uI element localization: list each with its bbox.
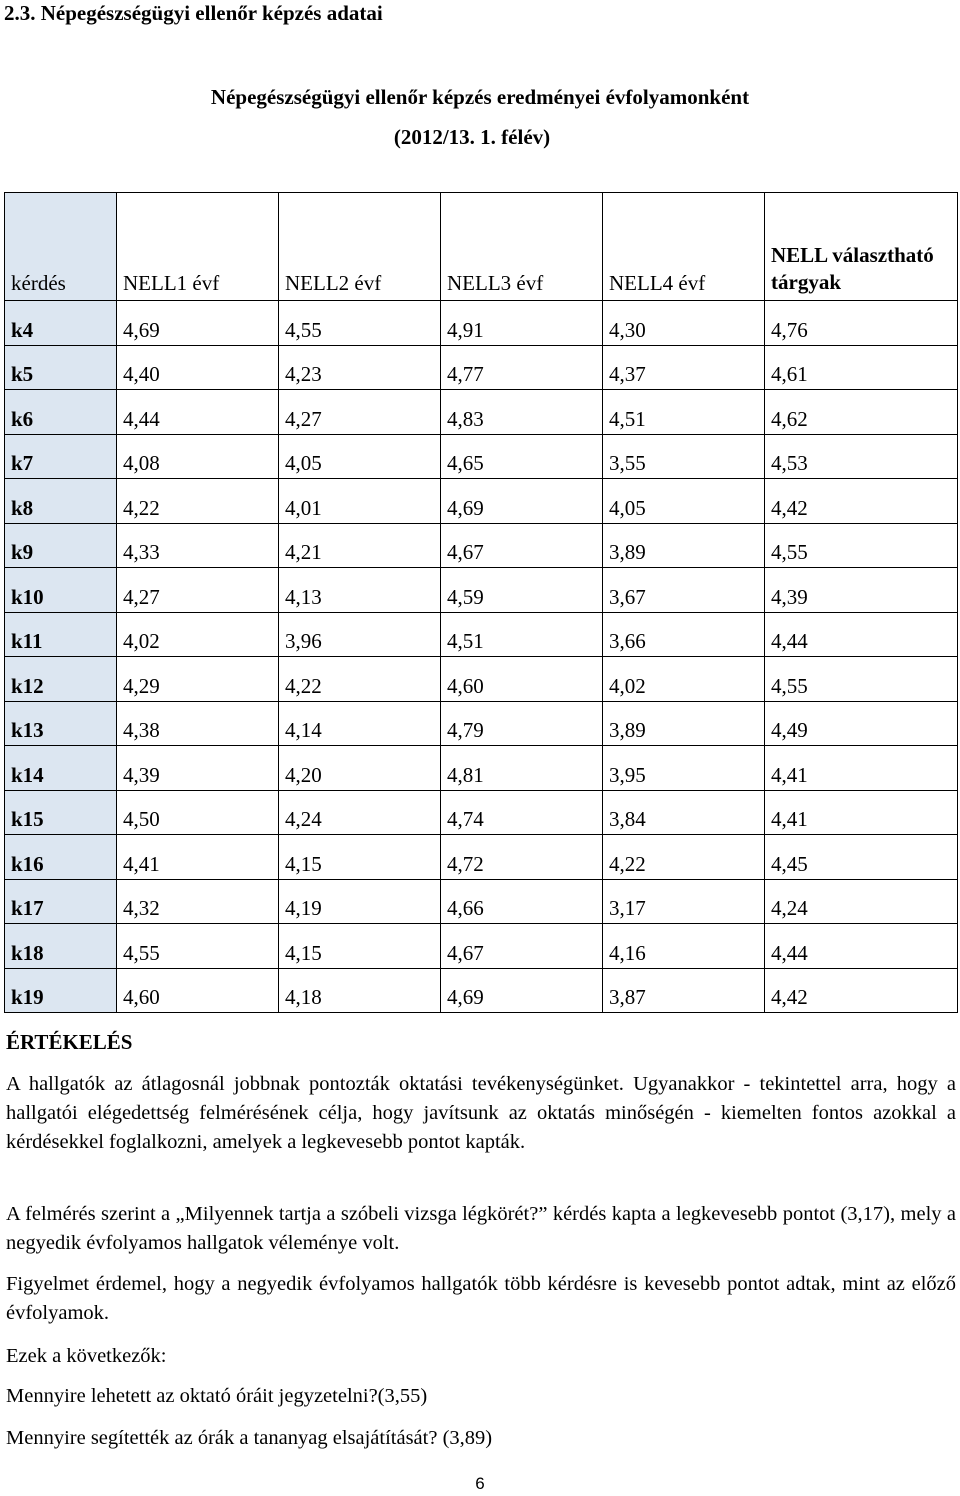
table-header-row (5, 193, 958, 301)
score-cell: 4,38 (117, 701, 279, 746)
header-cell: NELL választható tárgyak (765, 193, 958, 301)
score-cell: 4,15 (279, 924, 441, 969)
score-cell: 4,13 (279, 568, 441, 613)
score-cell: 4,18 (279, 968, 441, 1013)
table-row (5, 701, 958, 746)
score-cell: 4,01 (279, 479, 441, 524)
results-table (4, 192, 958, 1013)
score-cell: 4,67 (441, 523, 603, 568)
score-cell: 4,81 (441, 746, 603, 791)
question-cell: k17 (5, 879, 117, 924)
score-cell: 4,69 (441, 968, 603, 1013)
score-cell: 4,65 (441, 434, 603, 479)
table-row (5, 301, 958, 346)
evaluation-paragraph: A hallgatók az átlagosnál jobbnak pontozták oktatási tevékenységünket. Ugyanakkor - tekintettel arra, hogy a hallgatói elégedettség felmérésének célja, hogy javítsunk az oktatás minőségén - kiemelten fontos azokkal a kérdésekkel foglalkozni, amelyek a legkevesebb pontot kapták. (6, 1073, 956, 1153)
table-row (5, 479, 958, 524)
score-cell: 4,59 (441, 568, 603, 613)
table-row (5, 523, 958, 568)
score-cell: 4,62 (765, 390, 958, 435)
score-cell: 4,49 (765, 701, 958, 746)
table-row (5, 924, 958, 969)
table-row (5, 879, 958, 924)
score-cell: 4,44 (765, 924, 958, 969)
score-cell: 3,66 (603, 612, 765, 657)
question-cell: k14 (5, 746, 117, 791)
score-cell: 4,22 (117, 479, 279, 524)
evaluation-heading: ÉRTÉKELÉS (6, 1030, 133, 1054)
table-row (5, 568, 958, 613)
question-cell: k5 (5, 345, 117, 390)
score-cell: 4,69 (117, 301, 279, 346)
score-cell: 4,41 (765, 746, 958, 791)
score-cell: 4,05 (603, 479, 765, 524)
score-cell: 4,41 (117, 835, 279, 880)
question-cell: k8 (5, 479, 117, 524)
score-cell: 4,08 (117, 434, 279, 479)
score-cell: 4,67 (441, 924, 603, 969)
score-cell: 4,77 (441, 345, 603, 390)
score-cell: 4,39 (117, 746, 279, 791)
score-cell: 4,72 (441, 835, 603, 880)
table-row (5, 657, 958, 702)
score-cell: 4,37 (603, 345, 765, 390)
score-cell: 4,33 (117, 523, 279, 568)
table-subtitle: (2012/13. 1. félév) (393, 125, 551, 149)
score-cell: 4,27 (279, 390, 441, 435)
score-cell: 4,44 (765, 612, 958, 657)
score-cell: 4,22 (603, 835, 765, 880)
score-cell: 4,19 (279, 879, 441, 924)
table-row (5, 790, 958, 835)
score-cell: 4,74 (441, 790, 603, 835)
header-cell: NELL2 évf (279, 193, 441, 301)
score-cell: 4,27 (117, 568, 279, 613)
score-cell: 4,05 (279, 434, 441, 479)
question-cell: k9 (5, 523, 117, 568)
score-cell: 4,91 (441, 301, 603, 346)
header-cell: NELL1 évf (117, 193, 279, 301)
score-cell: 4,51 (603, 390, 765, 435)
score-cell: 3,87 (603, 968, 765, 1013)
score-cell: 4,60 (117, 968, 279, 1013)
score-cell: 4,66 (441, 879, 603, 924)
score-cell: 4,53 (765, 434, 958, 479)
score-cell: 4,55 (117, 924, 279, 969)
evaluation-paragraph: A felmérés szerint a „Milyennek tartja a szóbeli vizsga légkörét?” kérdés kapta a legkevesebb pontot (3,17), mely a negyedik évfolyamos hallgatok véleménye volt. (6, 1203, 956, 1254)
table-row (5, 390, 958, 435)
evaluation-paragraph: Mennyire lehetett az oktató óráit jegyzetelni?(3,55) (6, 1385, 428, 1407)
question-cell: k18 (5, 924, 117, 969)
score-cell: 3,84 (603, 790, 765, 835)
score-cell: 4,79 (441, 701, 603, 746)
score-cell: 4,20 (279, 746, 441, 791)
score-cell: 4,61 (765, 345, 958, 390)
question-cell: k19 (5, 968, 117, 1013)
score-cell: 4,60 (441, 657, 603, 702)
score-cell: 4,44 (117, 390, 279, 435)
evaluation-paragraph: Ezek a következők: (6, 1345, 167, 1367)
score-cell: 4,02 (603, 657, 765, 702)
score-cell: 3,95 (603, 746, 765, 791)
score-cell: 4,32 (117, 879, 279, 924)
page-number: 6 (475, 1474, 485, 1493)
header-cell: NELL3 évf (441, 193, 603, 301)
score-cell: 4,41 (765, 790, 958, 835)
score-cell: 4,14 (279, 701, 441, 746)
score-cell: 4,55 (765, 523, 958, 568)
score-cell: 4,51 (441, 612, 603, 657)
table-row (5, 746, 958, 791)
score-cell: 3,89 (603, 701, 765, 746)
table-body (5, 301, 958, 1013)
score-cell: 3,17 (603, 879, 765, 924)
score-cell: 4,22 (279, 657, 441, 702)
score-cell: 3,67 (603, 568, 765, 613)
score-cell: 3,89 (603, 523, 765, 568)
table-row (5, 968, 958, 1013)
table-row (5, 835, 958, 880)
score-cell: 4,23 (279, 345, 441, 390)
question-cell: k12 (5, 657, 117, 702)
table-title: Népegészségügyi ellenőr képzés eredményei évfolyamonként (210, 85, 750, 109)
score-cell: 4,50 (117, 790, 279, 835)
score-cell: 4,21 (279, 523, 441, 568)
question-cell: k15 (5, 790, 117, 835)
section-title: 2.3. Népegészségügyi ellenőr képzés adatai (4, 1, 383, 25)
score-cell: 4,30 (603, 301, 765, 346)
score-cell: 4,15 (279, 835, 441, 880)
score-cell: 4,55 (765, 657, 958, 702)
header-cell: NELL4 évf (603, 193, 765, 301)
score-cell: 4,55 (279, 301, 441, 346)
question-cell: k16 (5, 835, 117, 880)
question-cell: k4 (5, 301, 117, 346)
score-cell: 4,42 (765, 968, 958, 1013)
score-cell: 4,16 (603, 924, 765, 969)
question-cell: k6 (5, 390, 117, 435)
score-cell: 4,69 (441, 479, 603, 524)
score-cell: 4,76 (765, 301, 958, 346)
table-row (5, 434, 958, 479)
evaluation-paragraph: Mennyire segítették az órák a tananyag elsajátítását? (3,89) (6, 1427, 493, 1449)
score-cell: 4,24 (765, 879, 958, 924)
score-cell: 4,83 (441, 390, 603, 435)
header-cell: kérdés (5, 193, 117, 301)
table-row (5, 345, 958, 390)
score-cell: 3,96 (279, 612, 441, 657)
score-cell: 4,40 (117, 345, 279, 390)
score-cell: 4,29 (117, 657, 279, 702)
score-cell: 4,02 (117, 612, 279, 657)
table-row (5, 612, 958, 657)
question-cell: k13 (5, 701, 117, 746)
question-cell: k11 (5, 612, 117, 657)
evaluation-paragraph: Figyelmet érdemel, hogy a negyedik évfolyamos hallgatók több kérdésre is kevesebb pontot adtak, mint az előző évfolyamok. (6, 1273, 956, 1324)
score-cell: 3,55 (603, 434, 765, 479)
score-cell: 4,39 (765, 568, 958, 613)
question-cell: k10 (5, 568, 117, 613)
question-cell: k7 (5, 434, 117, 479)
score-cell: 4,24 (279, 790, 441, 835)
score-cell: 4,45 (765, 835, 958, 880)
score-cell: 4,42 (765, 479, 958, 524)
